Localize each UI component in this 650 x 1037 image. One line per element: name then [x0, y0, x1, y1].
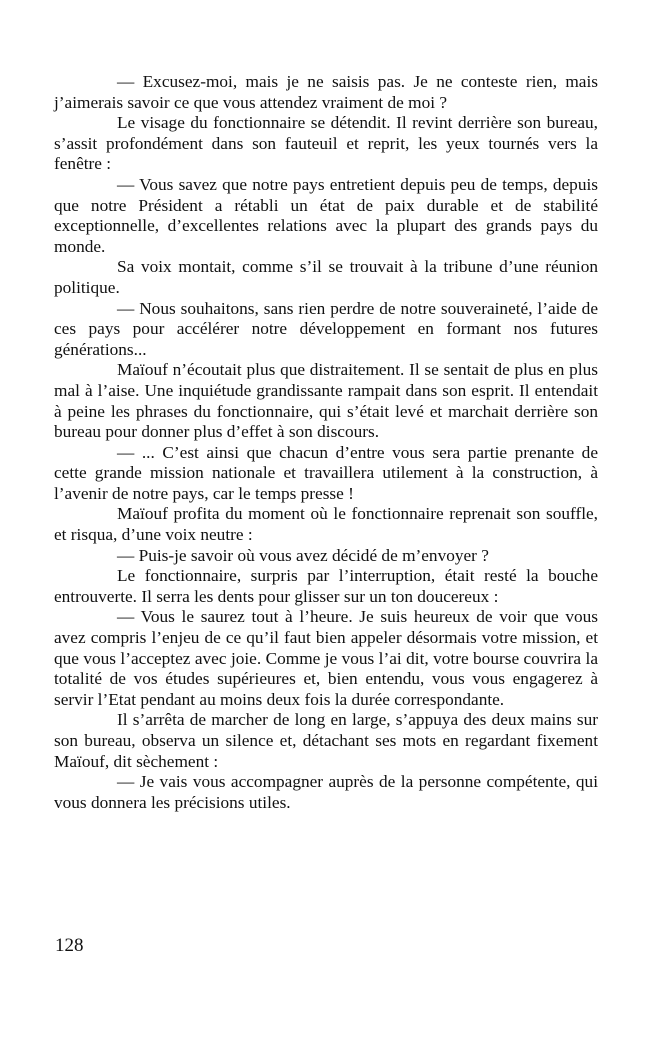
paragraph: Le visage du fonctionnaire se détendit. Il revint derrière son bureau, s’assit profondément dans son fauteuil et reprit, les yeux tournés vers la fenêtre : — [54, 113, 598, 174]
paragraph: Le fonctionnaire, surpris par l’interruption, était resté la bouche entrouverte. Il serra les dents pour glisser sur un ton doucereux : — [54, 566, 598, 606]
paragraph: — Puis-je savoir où vous avez décidé de m’envoyer ? — [117, 545, 489, 565]
page-number: 128 — [55, 935, 84, 956]
paragraph: — Je vais vous accompagner auprès de la personne compétente, qui vous donnera les précisions utiles. — [54, 772, 598, 812]
paragraph: — ... C’est ainsi que chacun d’entre vous sera partie prenante de cette grande mission nationale et travaillera utilement à la construction, à l’avenir de notre pays, car le temps presse ! — [54, 442, 598, 503]
paragraph: Maïouf n’écoutait plus que distraitement. Il se sentait de plus en plus mal à l’aise. Une inquiétude grandissante rampait dans son esprit. Il entendait à peine les phrases du fonctionnaire, qui s’était levé et marchait derrière son bureau pour donner plus d’effet à son discours. — [54, 360, 598, 442]
paragraph: Sa voix montait, comme s’il se trouvait à la tribune d’une réunion politique. — [54, 257, 598, 297]
paragraph: — Vous savez que notre pays entretient depuis peu de temps, depuis que notre Président a rétabli un état de paix durable et de stabilité exceptionnelle, d’excellentes relations avec la plupart des grands pays du monde. — [54, 174, 598, 256]
paragraph: Il s’arrêta de marcher de long en large, s’appuya des deux mains sur son bureau, observa un silence et, détachant ses mots en regardant fixement Maïouf, dit sèchement : — [54, 710, 598, 771]
page-body — [54, 72, 598, 813]
paragraph: — Nous souhaitons, sans rien perdre de notre souveraineté, l’aide de ces pays pour accélérer notre développement en formant nos futures générations... — [54, 298, 598, 359]
paragraph: — Excusez-moi, mais je ne saisis pas. Je ne conteste rien, mais j’aimerais savoir ce que vous attendez vraiment de moi ? — [54, 72, 598, 112]
paragraph: — Vous le saurez tout à l’heure. Je suis heureux de voir que vous avez compris l’enjeu de ce qu’il faut bien appeler désormais votre mission, et que vous l’acceptez avec joie. Comme je vous l’ai dit, votre bourse couvrira la totalité de vos études supérieures et, bien entendu, vous vous engagerez à servir l’Etat pendant au moins deux fois la durée correspondante. — [54, 607, 598, 709]
paragraph: Maïouf profita du moment où le fonctionnaire reprenait son souffle, et risqua, d’une voix neutre : — [54, 504, 598, 545]
